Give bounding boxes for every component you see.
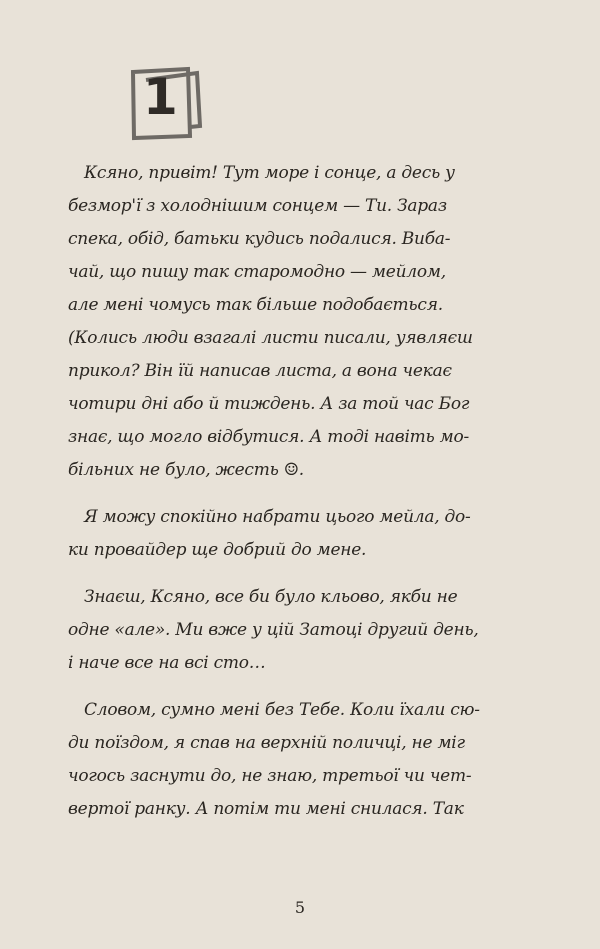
text-line: спека, обід, батьки кудись подалися. Виба- — [68, 229, 451, 249]
text-line: і наче все на всі сто… — [68, 653, 266, 673]
text-line: прикол? Він їй написав листа, а вона чекає — [68, 361, 452, 381]
text-line: одне «але». Ми вже у цій Затоці другий день, — [68, 620, 479, 640]
text-line: знає, що могло відбутися. А тоді навіть мо- — [68, 427, 469, 447]
chapter-text — [68, 157, 516, 826]
text-line: Знаєш, Ксяно, все би було кльово, якби не — [84, 587, 458, 607]
text-line: чогось заснути до, не знаю, третьої чи чет- — [68, 766, 472, 786]
paragraph-3 — [68, 581, 516, 680]
page-number: 5 — [294, 898, 306, 917]
text-line: безмор'ї з холоднішим сонцем — Ти. Зараз — [68, 196, 447, 216]
text-line: чай, що пишу так старомодно — мейлом, — [68, 262, 446, 282]
text-line: Ксяно, привіт! Тут море і сонце, а десь у — [84, 163, 455, 183]
text-line: Я можу спокійно набрати цього мейла, до- — [84, 507, 471, 527]
paragraph-2 — [68, 501, 516, 567]
text-line: чотири дні або й тиждень. А за той час Бог — [68, 394, 470, 414]
text-line: але мені чомусь так більше подобається. — [68, 295, 443, 315]
text-line: ди поїздом, я спав на верхній поличці, не міг — [68, 733, 465, 753]
text-line: більних не було, жесть ☺. — [68, 460, 304, 480]
chapter-number: 1 — [143, 68, 178, 126]
chapter-marker — [130, 66, 202, 140]
text-line: Словом, сумно мені без Тебе. Коли їхали сю- — [84, 700, 480, 720]
text-line: вертої ранку. А потім ти мені снилася. Так — [68, 799, 464, 819]
paragraph-4 — [68, 694, 516, 826]
text-line: (Колись люди взагалі листи писали, уявляєш — [68, 328, 473, 348]
text-line: ки провайдер ще добрий до мене. — [68, 540, 367, 560]
paragraph-1 — [68, 157, 516, 487]
